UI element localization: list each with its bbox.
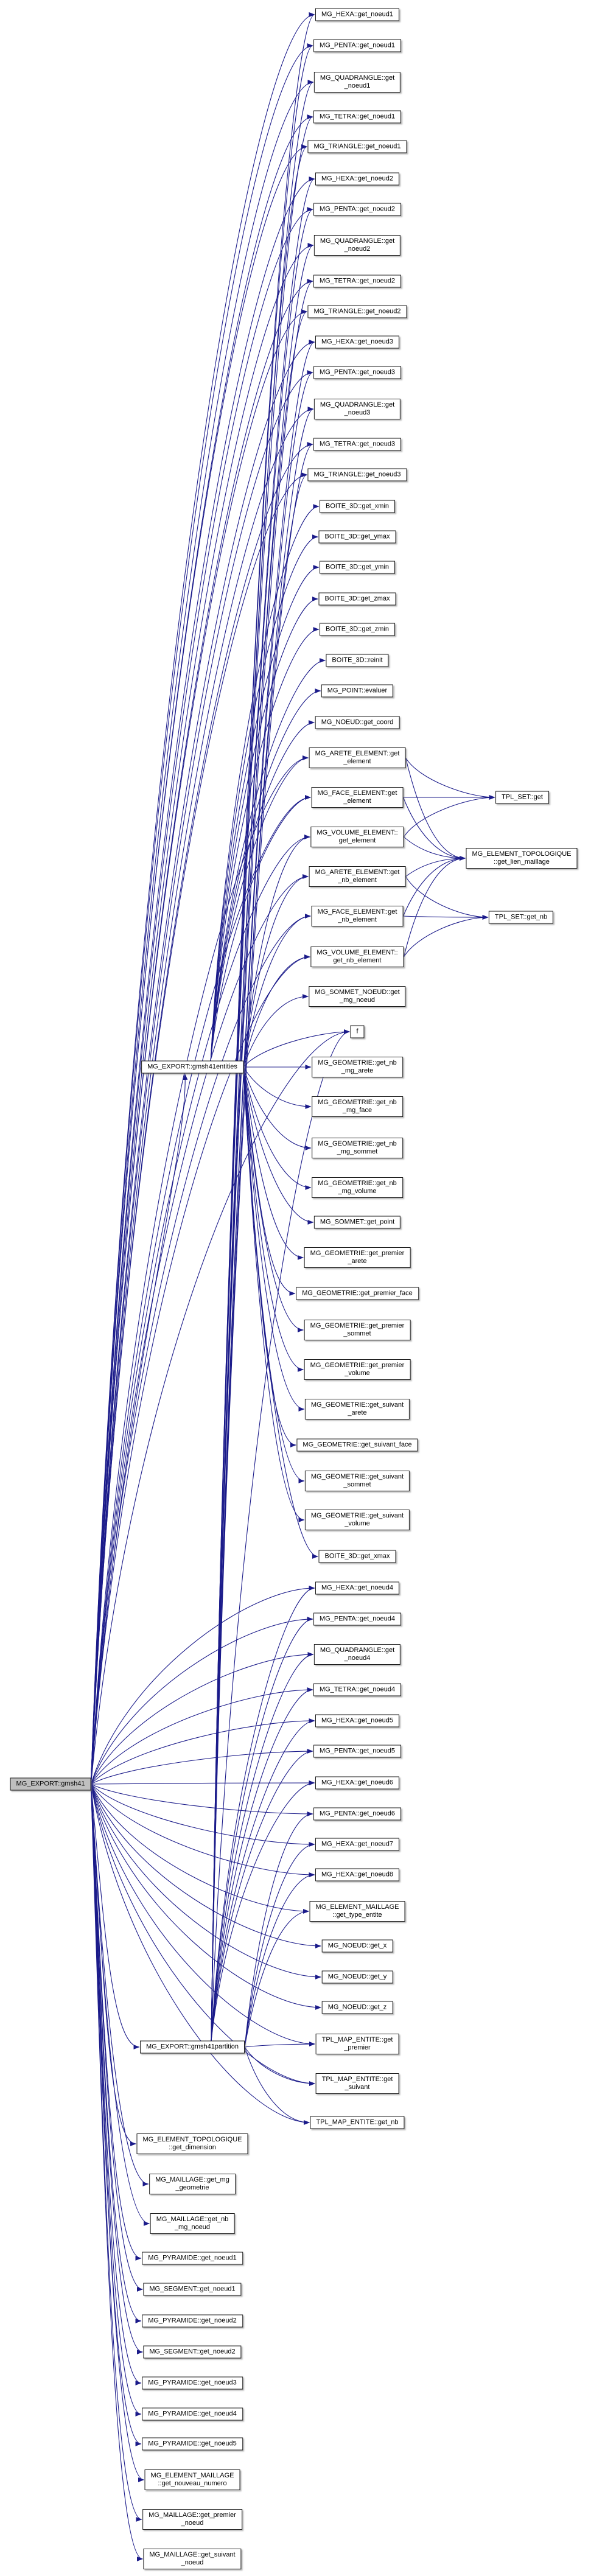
edge-entities-to-zmin: [211, 629, 319, 1061]
node-label: _premier: [344, 2044, 371, 2051]
node-tetra2[interactable]: [313, 275, 401, 288]
node-label: MG_NOEUD::get_coord: [321, 718, 394, 726]
node-label: MG_GEOMETRIE::get_premier: [310, 1250, 405, 1257]
node-label: MG_NOEUD::get_x: [327, 1942, 387, 1950]
edge-gmsh41-to-nz: [91, 1784, 321, 2007]
node-ar_el[interactable]: [309, 747, 406, 768]
node-label: MG_ARETE_ELEMENT::get: [315, 750, 400, 757]
node-label: MG_TETRA::get_noeud3: [319, 440, 396, 448]
node-zmax[interactable]: [319, 593, 396, 606]
node-label: MG_MAILLAGE::get_mg: [155, 2176, 229, 2183]
node-label: MG_PYRAMIDE::get_noeud1: [148, 2254, 237, 2262]
edge-gmsh41-to-nouvnum: [91, 1784, 144, 2480]
node-label: ::get_type_entite: [332, 1911, 382, 1919]
edge-entities-to-gs_arete: [243, 1067, 304, 1409]
node-label: _arete: [348, 1258, 367, 1265]
node-label: MG_VOLUME_ELEMENT::: [316, 949, 398, 956]
edge-partition-to-hexa8: [245, 1875, 315, 2047]
node-label: ::get_dimension: [169, 2144, 216, 2151]
node-label: _mg_noeud: [174, 2224, 211, 2231]
edge-gmsh41-to-hexa5: [91, 1721, 315, 1784]
node-label: MG_NOEUD::get_z: [327, 2003, 387, 2011]
node-label: BOITE_3D::reinit: [332, 656, 383, 664]
node-quad2[interactable]: [314, 235, 400, 256]
node-label: MG_HEXA::get_noeud6: [321, 1779, 394, 1787]
node-pyr3[interactable]: [142, 2377, 243, 2390]
node-hexa5[interactable]: [315, 1715, 399, 1727]
node-label: MG_HEXA::get_noeud5: [321, 1717, 394, 1724]
edge-entities-to-zmax: [211, 599, 318, 1061]
node-quad3[interactable]: [314, 399, 400, 419]
node-nx[interactable]: [322, 1940, 393, 1953]
node-label: _noeud3: [344, 409, 371, 416]
edge-partition-to-hexa5: [211, 1721, 315, 2041]
node-gnb_sommet[interactable]: [312, 1138, 403, 1158]
node-label: MG_PYRAMIDE::get_noeud3: [148, 2379, 237, 2387]
edge-vo_nb-to-tpl_getnb: [404, 917, 489, 957]
node-quad4[interactable]: [314, 1644, 400, 1665]
node-gs_face[interactable]: [296, 1439, 418, 1452]
edge-partition-to-tetra1: [211, 117, 313, 2041]
node-dim[interactable]: [136, 2133, 248, 2154]
node-gp_volume[interactable]: [304, 1359, 411, 1380]
node-gs_volume[interactable]: [305, 1510, 410, 1530]
node-label: BOITE_3D::get_zmax: [324, 595, 390, 603]
edge-fa_nb-to-lien: [404, 858, 466, 916]
node-label: _element: [343, 758, 371, 765]
node-label: _geometrie: [175, 2184, 209, 2191]
node-label: MG_NOEUD::get_y: [327, 1973, 387, 1981]
node-label: _nb_element: [338, 916, 377, 923]
node-tri2[interactable]: [307, 306, 407, 318]
node-label: MG_PENTA::get_noeud2: [320, 205, 395, 213]
node-nouvnum[interactable]: [145, 2469, 240, 2490]
node-label: _mg_face: [342, 1107, 372, 1114]
node-tetra3[interactable]: [313, 438, 401, 451]
node-gs_sommet[interactable]: [305, 1471, 410, 1491]
node-penta2[interactable]: [313, 203, 401, 216]
node-label: _noeud: [181, 2519, 204, 2527]
node-label: BOITE_3D::get_xmax: [324, 1552, 390, 1560]
node-quad1[interactable]: [314, 72, 400, 93]
node-entities[interactable]: [141, 1061, 243, 1074]
edge-gmsh41-to-pyr5: [91, 1784, 142, 2444]
edge-gmsh41-to-hexa4: [91, 1588, 315, 1784]
edge-gmsh41-to-hexa1: [91, 15, 315, 1784]
node-pyr2[interactable]: [142, 2315, 243, 2328]
node-label: _sommet: [343, 1330, 371, 1337]
node-label: MG_SEGMENT::get_noeud2: [149, 2348, 236, 2356]
node-label: TPL_SET::get: [502, 793, 543, 801]
node-label: MG_ELEMENT_MAILLAGE: [315, 1903, 399, 1911]
node-label: _volume: [344, 1370, 370, 1377]
node-pyr5[interactable]: [142, 2438, 243, 2451]
edge-entities-to-gnb_face: [243, 1067, 311, 1107]
node-label: _mg_arete: [341, 1067, 374, 1074]
node-label: MG_TRIANGLE::get_noeud3: [313, 471, 401, 478]
node-f[interactable]: [350, 1026, 364, 1038]
node-typeent[interactable]: [310, 1901, 405, 1922]
node-tri1[interactable]: [307, 141, 407, 153]
node-tmp_prem[interactable]: [316, 2034, 399, 2054]
node-label: MG_GEOMETRIE::get_suivant: [310, 1512, 404, 1519]
node-label: _element: [343, 797, 371, 805]
edge-partition-to-penta4: [211, 1619, 313, 2041]
node-tpl_get[interactable]: [495, 791, 549, 804]
node-label: MG_HEXA::get_noeud3: [321, 338, 394, 346]
edge-gmsh41-to-penta2: [91, 209, 313, 1784]
node-gmsh41[interactable]: [10, 1778, 91, 1791]
node-penta3[interactable]: [313, 366, 401, 379]
node-partition[interactable]: [140, 2041, 245, 2054]
node-gp_arete[interactable]: [304, 1247, 411, 1268]
node-reinit[interactable]: [326, 654, 388, 667]
node-seg1[interactable]: [143, 2283, 241, 2296]
edge-gmsh41-to-tetra1: [91, 117, 313, 1784]
node-label: MG_GEOMETRIE::get_suivant: [310, 1401, 404, 1409]
node-pyr1[interactable]: [142, 2252, 243, 2265]
node-ny[interactable]: [322, 1971, 393, 1984]
node-label: BOITE_3D::get_zmin: [326, 625, 389, 633]
node-spoint[interactable]: [314, 1216, 400, 1229]
node-hexa3[interactable]: [315, 336, 399, 349]
edge-gmsh41-to-penta5: [91, 1751, 313, 1784]
node-label: TPL_SET::get_nb: [494, 913, 548, 921]
node-ymin[interactable]: [320, 561, 395, 574]
edge-vo_el-to-lien: [404, 837, 466, 858]
node-label: _noeud2: [344, 245, 371, 253]
node-hexa7[interactable]: [315, 1838, 399, 1851]
edge-gmsh41-to-tmp_nb: [91, 1784, 310, 2123]
node-label: MG_GEOMETRIE::get_nb: [318, 1059, 397, 1066]
node-label: MG_GEOMETRIE::get_premier: [310, 1322, 405, 1329]
node-hexa4[interactable]: [315, 1582, 399, 1595]
edge-partition-to-tmp_prem: [245, 2044, 315, 2047]
node-label: MG_HEXA::get_noeud1: [321, 10, 394, 18]
edge-gmsh41-to-vo_el: [91, 837, 310, 1784]
edge-partition-to-tmp_suiv: [245, 2047, 315, 2084]
node-label: TPL_MAP_ENTITE::get: [321, 2076, 393, 2083]
node-penta6[interactable]: [313, 1808, 401, 1821]
node-vo_el[interactable]: [310, 827, 404, 847]
node-label: MG_PENTA::get_noeud6: [320, 1810, 395, 1818]
node-vo_nb[interactable]: [310, 947, 404, 967]
node-gp_sommet[interactable]: [304, 1320, 411, 1340]
node-gnb_volume[interactable]: [312, 1177, 403, 1198]
node-fa_nb[interactable]: [312, 906, 404, 926]
node-label: MG_TRIANGLE::get_noeud2: [313, 307, 401, 315]
node-ymax[interactable]: [319, 531, 396, 544]
node-tmp_suiv[interactable]: [316, 2073, 399, 2094]
edge-partition-to-tetra4: [211, 1690, 313, 2041]
node-label: MG_EXPORT::gmsh41partition: [145, 2043, 239, 2051]
node-label: MG_ELEMENT_TOPOLOGIQUE: [142, 2136, 242, 2143]
node-label: MG_SEGMENT::get_noeud1: [149, 2285, 236, 2293]
node-tetra4[interactable]: [313, 1684, 401, 1696]
edge-vo_el-to-tpl_get: [404, 797, 495, 837]
edge-ar_el-to-tpl_get: [406, 758, 495, 797]
edge-partition-to-penta1: [211, 46, 313, 2041]
edge-partition-to-penta3: [211, 373, 313, 2041]
node-gnb_arete[interactable]: [312, 1057, 403, 1077]
node-label: ::get_nouveau_numero: [158, 2480, 227, 2487]
node-gnb_face[interactable]: [312, 1096, 403, 1117]
node-label: MG_MAILLAGE::get_suivant: [149, 2551, 236, 2558]
node-label: MG_MAILLAGE::get_premier: [149, 2511, 236, 2519]
node-label: MG_ARETE_ELEMENT::get: [315, 869, 400, 876]
node-label: MG_GEOMETRIE::get_suivant: [310, 1473, 404, 1480]
node-label: _suivant: [344, 2084, 370, 2091]
node-suivnoeud[interactable]: [143, 2549, 241, 2569]
edge-ar_nb-to-lien: [406, 858, 466, 877]
node-xmax[interactable]: [319, 1550, 396, 1563]
node-evaluer[interactable]: [321, 685, 393, 698]
edge-gmsh41-to-tri1: [91, 147, 307, 1784]
node-label: MG_GEOMETRIE::get_nb: [318, 1140, 397, 1147]
node-lien[interactable]: [466, 848, 577, 869]
node-label: MG_VOLUME_ELEMENT::: [316, 829, 398, 836]
node-label: MG_HEXA::get_noeud4: [321, 1584, 394, 1592]
edge-gmsh41-to-penta1: [91, 46, 313, 1784]
node-label: MG_QUADRANGLE::get: [320, 401, 395, 408]
node-label: MG_HEXA::get_noeud7: [321, 1840, 394, 1848]
node-label: MG_GEOMETRIE::get_premier_face: [302, 1289, 413, 1297]
node-label: _volume: [344, 1520, 370, 1527]
node-tmp_nb[interactable]: [310, 2116, 404, 2129]
node-label: MG_EXPORT::gmsh41: [16, 1780, 85, 1788]
node-label: MG_PENTA::get_noeud1: [320, 41, 395, 49]
node-pyr4[interactable]: [142, 2408, 243, 2421]
node-mggeo[interactable]: [149, 2174, 236, 2194]
node-tri3[interactable]: [307, 469, 407, 481]
node-label: _nb_element: [338, 877, 377, 884]
node-nbnoeud[interactable]: [150, 2213, 235, 2234]
node-label: MG_HEXA::get_noeud8: [321, 1871, 394, 1878]
node-label: get_element: [338, 837, 376, 844]
node-ar_nb[interactable]: [309, 866, 406, 887]
node-label: MG_SOMMET_NOEUD::get: [315, 989, 400, 996]
node-label: MG_FACE_ELEMENT::get: [317, 789, 397, 797]
node-xmin[interactable]: [320, 500, 395, 513]
node-seg2[interactable]: [143, 2346, 241, 2359]
node-label: _mg_sommet: [337, 1148, 378, 1155]
node-label: MG_PYRAMIDE::get_noeud4: [148, 2410, 237, 2418]
node-label: BOITE_3D::get_xmin: [326, 502, 389, 510]
node-label: get_nb_element: [333, 957, 382, 964]
node-label: MG_ELEMENT_TOPOLOGIQUE: [472, 850, 572, 858]
node-hexa2[interactable]: [315, 173, 399, 186]
node-label: TPL_MAP_ENTITE::get: [321, 2036, 393, 2043]
node-label: MG_TETRA::get_noeud1: [319, 113, 396, 121]
node-label: MG_PENTA::get_noeud5: [320, 1747, 395, 1755]
edge-ar_el-to-lien: [406, 758, 466, 858]
node-label: _mg_volume: [338, 1188, 377, 1195]
node-label: _noeud4: [344, 1654, 371, 1662]
node-label: _noeud1: [344, 82, 371, 89]
node-label: MG_QUADRANGLE::get: [320, 74, 395, 82]
node-label: MG_EXPORT::gmsh41entities: [147, 1063, 237, 1071]
node-label: MG_GEOMETRIE::get_suivant_face: [302, 1441, 412, 1449]
node-coord[interactable]: [315, 716, 400, 729]
node-tpl_getnb[interactable]: [489, 911, 553, 924]
node-hexa6[interactable]: [315, 1777, 399, 1790]
node-hexa8[interactable]: [315, 1869, 399, 1881]
node-label: ::get_lien_maillage: [494, 858, 550, 866]
node-label: MG_MAILLAGE::get_nb: [156, 2216, 229, 2223]
node-gp_face[interactable]: [296, 1287, 419, 1300]
node-label: MG_QUADRANGLE::get: [320, 1647, 395, 1654]
edge-gmsh41-to-tetra4: [91, 1690, 313, 1784]
node-label: MG_PENTA::get_noeud3: [320, 368, 395, 376]
node-label: _noeud: [181, 2559, 204, 2566]
node-label: MG_HEXA::get_noeud2: [321, 175, 394, 183]
edge-gmsh41-to-ny: [91, 1784, 321, 1977]
node-label: f: [356, 1027, 358, 1035]
edge-gmsh41-to-hexa2: [91, 179, 315, 1784]
edge-vo_nb-to-lien: [404, 858, 466, 957]
node-label: MG_TETRA::get_noeud4: [319, 1685, 396, 1693]
node-label: BOITE_3D::get_ymin: [326, 563, 389, 571]
edge-gmsh41-to-tmp_prem: [91, 1784, 315, 2044]
node-hexa1[interactable]: [315, 9, 399, 21]
node-label: _sommet: [343, 1481, 371, 1488]
edge-gmsh41-to-nx: [91, 1784, 321, 1946]
node-label: MG_ELEMENT_MAILLAGE: [150, 2472, 234, 2479]
edge-gmsh41-to-quad4: [91, 1654, 314, 1784]
node-label: MG_PENTA::get_noeud4: [320, 1615, 395, 1623]
node-label: MG_SOMMET::get_point: [320, 1218, 395, 1226]
node-label: MG_PYRAMIDE::get_noeud2: [148, 2317, 237, 2325]
edge-gmsh41-to-seg1: [91, 1784, 143, 2289]
node-nz[interactable]: [322, 2001, 393, 2014]
node-label: MG_GEOMETRIE::get_nb: [318, 1180, 397, 1187]
node-label: MG_POINT::evaluer: [327, 687, 388, 695]
edge-fa_el-to-lien: [404, 797, 466, 858]
edge-gmsh41-to-hexa7: [91, 1784, 315, 1844]
node-tetra1[interactable]: [313, 111, 401, 124]
node-label: MG_FACE_ELEMENT::get: [317, 908, 397, 915]
node-label: _mg_noeud: [339, 996, 376, 1004]
node-label: MG_PYRAMIDE::get_noeud5: [148, 2440, 237, 2448]
node-label: _arete: [348, 1409, 367, 1416]
node-gs_arete[interactable]: [305, 1399, 410, 1419]
node-penta5[interactable]: [313, 1745, 401, 1758]
node-label: MG_QUADRANGLE::get: [320, 237, 395, 245]
node-label: MG_TETRA::get_noeud2: [319, 277, 396, 285]
node-penta1[interactable]: [313, 40, 401, 52]
node-premnoeud[interactable]: [142, 2509, 242, 2530]
node-zmin[interactable]: [320, 623, 395, 636]
edge-entities-to-spoint: [243, 1067, 313, 1222]
edge-partition-to-tetra2: [211, 281, 313, 2041]
node-label: MG_GEOMETRIE::get_nb: [318, 1099, 397, 1106]
node-smn[interactable]: [309, 986, 405, 1007]
node-fa_el[interactable]: [312, 787, 404, 808]
edge-partition-to-penta6: [245, 1814, 313, 2047]
edge-gmsh41-to-penta6: [91, 1784, 313, 1814]
edge-entities-to-vo_nb: [243, 957, 310, 1067]
edge-entities-to-gnb_volume: [243, 1067, 311, 1188]
node-label: BOITE_3D::get_ymax: [324, 533, 390, 541]
node-label: TPL_MAP_ENTITE::get_nb: [316, 2118, 399, 2126]
edge-gmsh41-to-hexa6: [91, 1783, 315, 1784]
node-label: MG_GEOMETRIE::get_premier: [310, 1362, 405, 1369]
edge-partition-to-hexa3: [211, 342, 315, 2041]
node-label: MG_TRIANGLE::get_noeud1: [313, 142, 401, 150]
node-penta4[interactable]: [313, 1613, 401, 1626]
edge-partition-to-typeent: [245, 1911, 309, 2047]
